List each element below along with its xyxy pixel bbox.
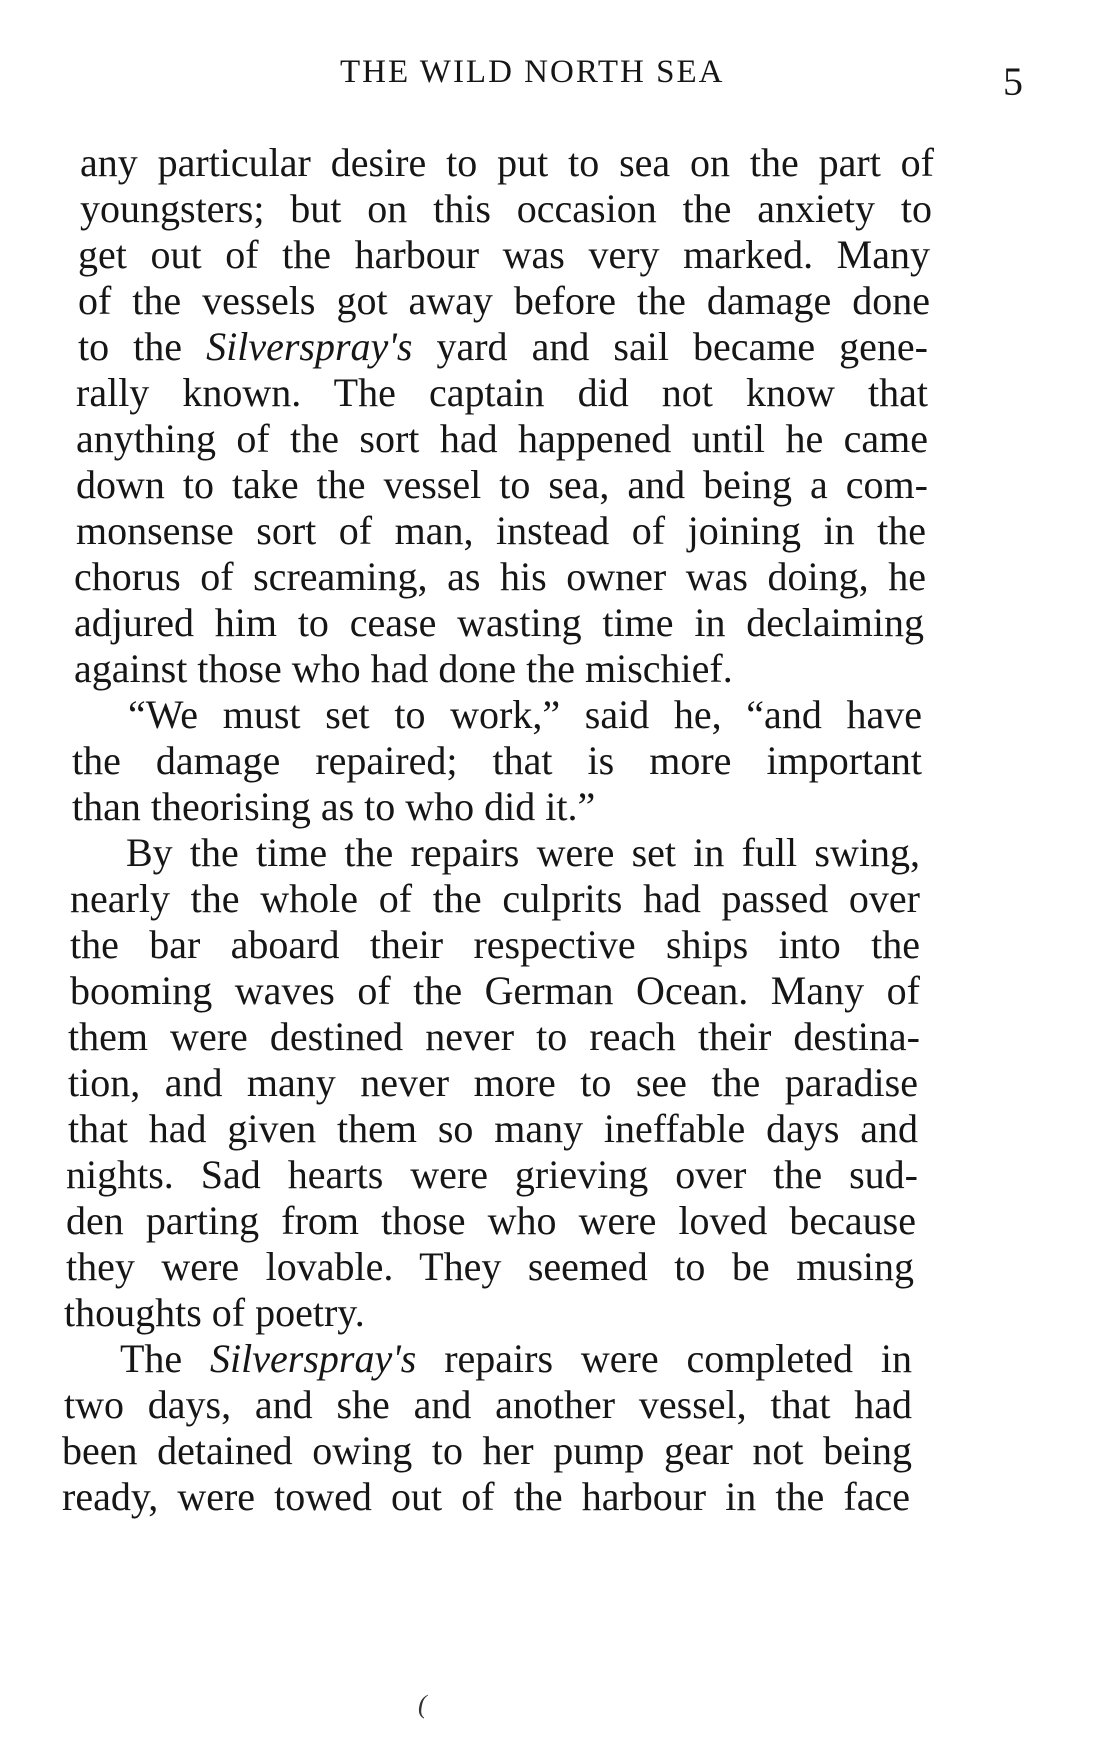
ship-name: Silverspray's	[210, 1336, 417, 1381]
text-line: to the Silverspray's yard and sail became gene-	[78, 324, 928, 369]
text-line: monsense sort of man, instead of joining in the	[76, 508, 926, 553]
text-line: that had given them so many ineffable days and	[68, 1106, 918, 1151]
text-line: The Silverspray's repairs were completed in	[120, 1336, 913, 1381]
text-line: thoughts of poetry.	[64, 1290, 365, 1335]
footer-mark: (	[418, 1690, 427, 1719]
text-line: adjured him to cease wasting time in declaiming	[74, 600, 924, 645]
text-line: anything of the sort had happened until he came	[76, 416, 928, 461]
text-line: rally known. The captain did not know that	[76, 370, 928, 415]
text-line: the bar aboard their respective ships into the	[70, 922, 920, 967]
text-line: against those who had done the mischief.	[74, 646, 733, 691]
text-line: any particular desire to put to sea on the part of	[80, 140, 934, 185]
text-line: down to take the vessel to sea, and being a com-	[76, 462, 928, 507]
text-line: booming waves of the German Ocean. Many of	[70, 968, 920, 1013]
text-line: they were lovable. They seemed to be musing	[66, 1244, 914, 1289]
text-line: youngsters; but on this occasion the anxiety to	[80, 186, 932, 231]
ship-name: Silverspray's	[206, 324, 413, 369]
page-number: 5	[1003, 59, 1023, 104]
text-line: tion, and many never more to see the paradise	[68, 1060, 918, 1105]
text-line: chorus of screaming, as his owner was doing, he	[74, 554, 926, 599]
text-line: nearly the whole of the culprits had passed over	[70, 876, 920, 921]
running-head	[0, 48, 1100, 104]
text-line: “We must set to work,” said he, “and have	[128, 692, 922, 737]
text-line: the damage repaired; that is more important	[72, 738, 922, 783]
text-line: ready, were towed out of the harbour in the face	[62, 1474, 910, 1519]
running-title: THE WILD NORTH SEA	[340, 54, 725, 90]
text-line: nights. Sad hearts were grieving over the sud-	[66, 1152, 918, 1197]
text-line: than theorising as to who did it.”	[72, 784, 596, 829]
text-line: By the time the repairs were set in full swing,	[126, 830, 920, 875]
text-line: of the vessels got away before the damage done	[78, 278, 930, 323]
text-line: get out of the harbour was very marked. Many	[78, 232, 930, 277]
text-line: been detained owing to her pump gear not being	[62, 1428, 912, 1473]
text-line: them were destined never to reach their destina-	[68, 1014, 920, 1059]
text-line: den parting from those who were loved because	[66, 1198, 916, 1243]
text-line: two days, and she and another vessel, that had	[64, 1382, 912, 1427]
